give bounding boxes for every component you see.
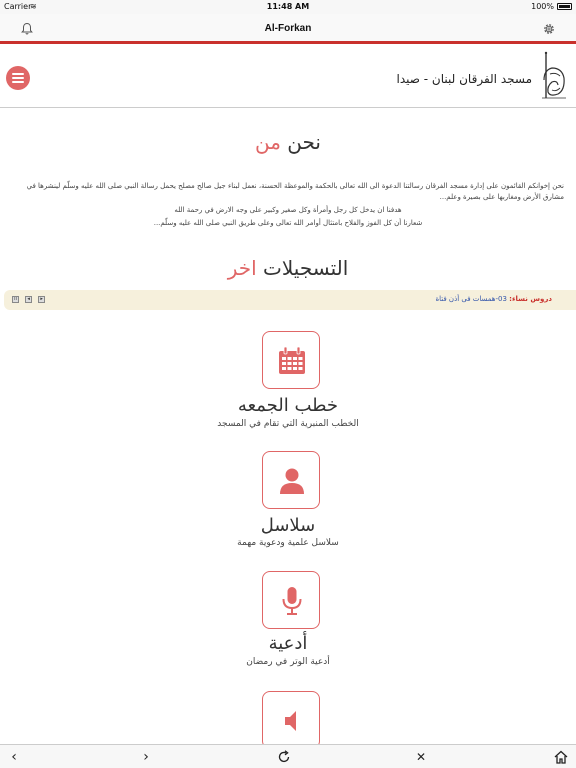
reload-icon[interactable] (276, 749, 292, 765)
about-heading-main: نحن (287, 130, 321, 154)
about-heading-accent: من (255, 130, 281, 154)
site-name: مسجد الفرقان لبنان - صيدا (396, 72, 532, 86)
microphone-icon (277, 586, 307, 616)
ticker-label: دروس نساء: (509, 295, 552, 303)
next-icon[interactable]: ▸ (38, 296, 45, 303)
pause-icon[interactable]: ıı (12, 296, 19, 303)
category-subtitle: أدعية الوتر في رمضان (246, 657, 330, 667)
category-subtitle: الخطب المنبرية التي تقام في المسجد (217, 419, 359, 429)
hamburger-icon-bar (12, 81, 24, 83)
about-text (12, 181, 564, 231)
latest-heading (0, 256, 576, 280)
browser-toolbar (0, 744, 576, 768)
forward-icon[interactable]: › (143, 749, 149, 765)
calendar-icon (277, 346, 307, 376)
gear-icon[interactable] (542, 22, 556, 36)
category-title[interactable]: خطب الجمعه (237, 395, 339, 416)
about-paragraph-2: هدفنا ان يدخل كل رجل وأمرأة وكل صغير وكبير على وجه الارض في رحمة الله (174, 206, 402, 214)
ticker-track-link[interactable]: 03-همسات فى أذن فتاة (435, 295, 507, 303)
home-icon[interactable] (553, 749, 569, 765)
carrier-label: Carrier (4, 2, 32, 11)
clock: 11:48 AM (266, 2, 310, 11)
hamburger-icon-bar (12, 77, 24, 79)
recordings-ticker[interactable] (4, 290, 576, 310)
category-icon-box[interactable] (262, 571, 320, 629)
category-icon-box[interactable] (262, 331, 320, 389)
category-title[interactable]: سلاسل (260, 515, 316, 536)
category-subtitle: سلاسل علمية ودعوية مهمة (237, 538, 339, 548)
site-header (0, 46, 576, 108)
nav-bar (0, 14, 576, 44)
close-icon[interactable]: ✕ (415, 750, 427, 764)
category-title[interactable]: أدعية (268, 633, 308, 654)
mosque-logo[interactable] (538, 50, 568, 102)
category-icon-box[interactable] (262, 451, 320, 509)
battery-icon (557, 3, 572, 10)
latest-heading-main: التسجيلات (263, 256, 349, 280)
menu-button[interactable] (6, 66, 30, 90)
battery-percent: 100% (531, 2, 554, 11)
category-icon-box[interactable] (262, 691, 320, 749)
ticker-item[interactable] (435, 295, 552, 303)
ticker-controls (12, 296, 46, 315)
about-heading (0, 130, 576, 154)
app-title: Al-Forkan (264, 23, 312, 34)
about-paragraph-3: شعارنا أن كل الفوز والفلاح بامتثال أوامر الله تعالى وعلى طريق النبي صلى الله عليه وسلّم... (153, 219, 423, 227)
wifi-icon: ≋ (30, 2, 37, 11)
back-icon[interactable]: ‹ (11, 749, 17, 765)
user-icon (277, 466, 307, 496)
hamburger-icon-bar (12, 73, 24, 75)
latest-heading-accent: اخر (227, 256, 257, 280)
speaker-icon (277, 706, 307, 736)
about-paragraph-1: نحن إخوانكم القائمون على إدارة مسجد الفرقان رسالتنا الدعوة الى الله تعالى بالحكمة والموعظة الحسنة، نعمل لبناء جيل صالح مصلح يحمل رسالة النبي صلى الله عليه وسلّم لينشرها في مشارق الأرض ومغاربها على بصيرة وعلم... (26, 182, 564, 201)
status-bar (0, 0, 576, 14)
previous-icon[interactable]: ◂ (25, 296, 32, 303)
